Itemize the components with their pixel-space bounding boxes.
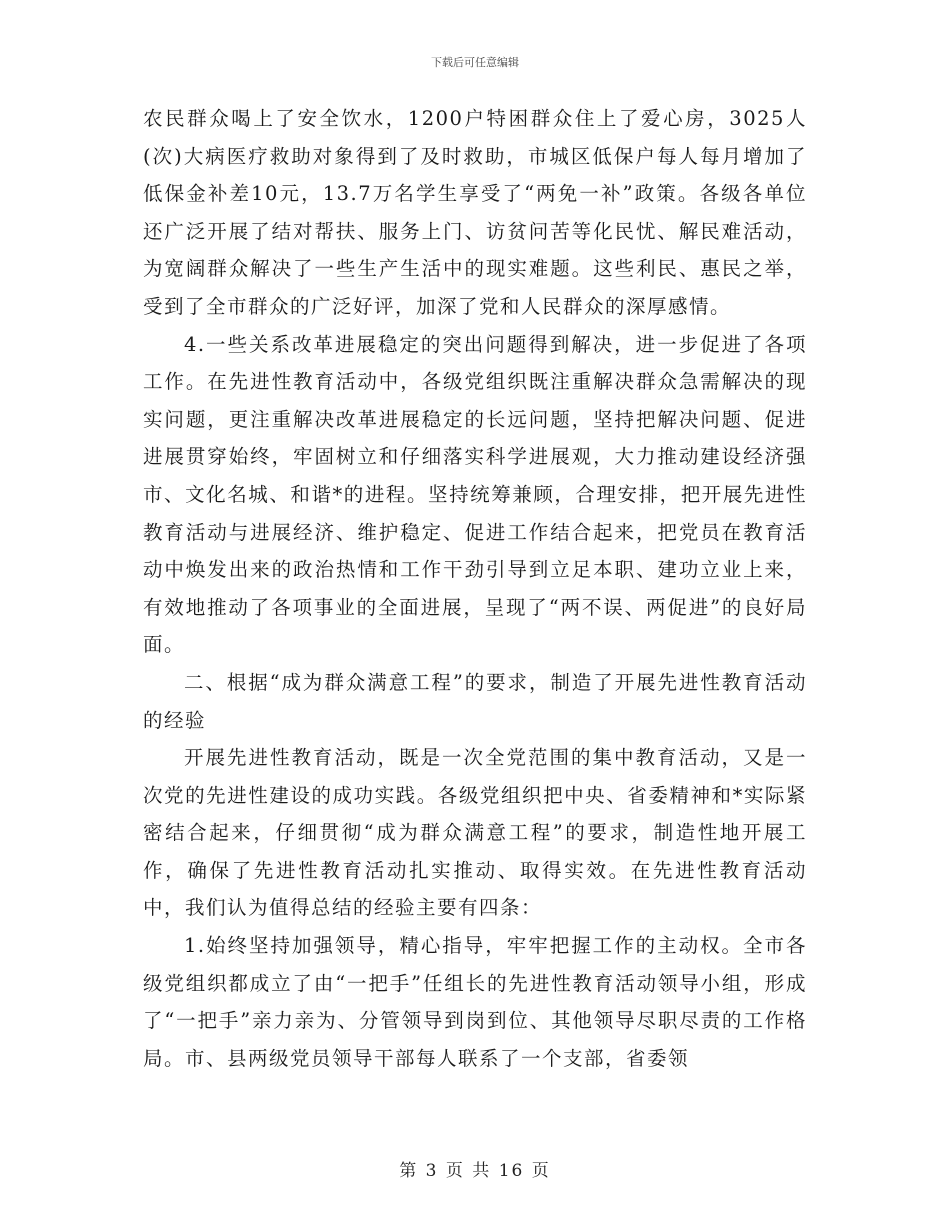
page-header-note: 下载后可任意编辑 (431, 56, 519, 69)
page-number: 第 3 页 共 16 页 (399, 1161, 551, 1181)
paragraph-point-1: 1.始终坚持加强领导，精心指导，牢牢把握工作的主动权。全市各级党组织都成立了由“一把手”任组长的先进性教育活动领导小组，形成了“一把手”亲力亲为、分管领导到岗到位、其他领导尽职尽责的工作格局。市、县两级党员领导干部每人联系了一个支部，省委领 (143, 934, 807, 1070)
paragraph-section-intro: 开展先进性教育活动，既是一次全党范围的集中教育活动，又是一次党的先进性建设的成功实践。各级党组织把中央、省委精神和*实际紧密结合起来，仔细贯彻“成为群众满意工程”的要求，制造性地开展工作，确保了先进性教育活动扎实推动、取得实效。在先进性教育活动中，我们认为值得总结的经验主要有四条： (143, 746, 807, 920)
section-heading-2: 二、根据“成为群众满意工程”的要求，制造了开展先进性教育活动的经验 (143, 670, 807, 732)
paragraph-continuation: 农民群众喝上了安全饮水，1200户特困群众住上了爱心房，3025人(次)大病医疗救助对象得到了及时救助，市城区低保户每人每月增加了低保金补差10元，13.7万名学生享受了“两免一补”政策。各级各单位还广泛开展了结对帮扶、服务上门、访贫问苦等化民忧、解民难活动，为宽阔群众解决了一些生产生活中的现实难题。这些利民、惠民之举，受到了全市群众的广泛好评，加深了党和人民群众的深厚感情。 (143, 107, 807, 318)
document-body (143, 100, 807, 1077)
paragraph-point-4: 4.一些关系改革进展稳定的突出问题得到解决，进一步促进了各项工作。在先进性教育活动中，各级党组织既注重解决群众急需解决的现实问题，更注重解决改革进展稳定的长远问题，坚持把解决问题、促进进展贯穿始终，牢固树立和仔细落实科学进展观，大力推动建设经济强市、文化名城、和谐*的进程。坚持统筹兼顾，合理安排，把开展先进性教育活动与进展经济、维护稳定、促进工作结合起来，把党员在教育活动中焕发出来的政治热情和工作干劲引导到立足本职、建功立业上来，有效地推动了各项事业的全面进展，呈现了“两不误、两促进”的良好局面。 (143, 332, 807, 657)
